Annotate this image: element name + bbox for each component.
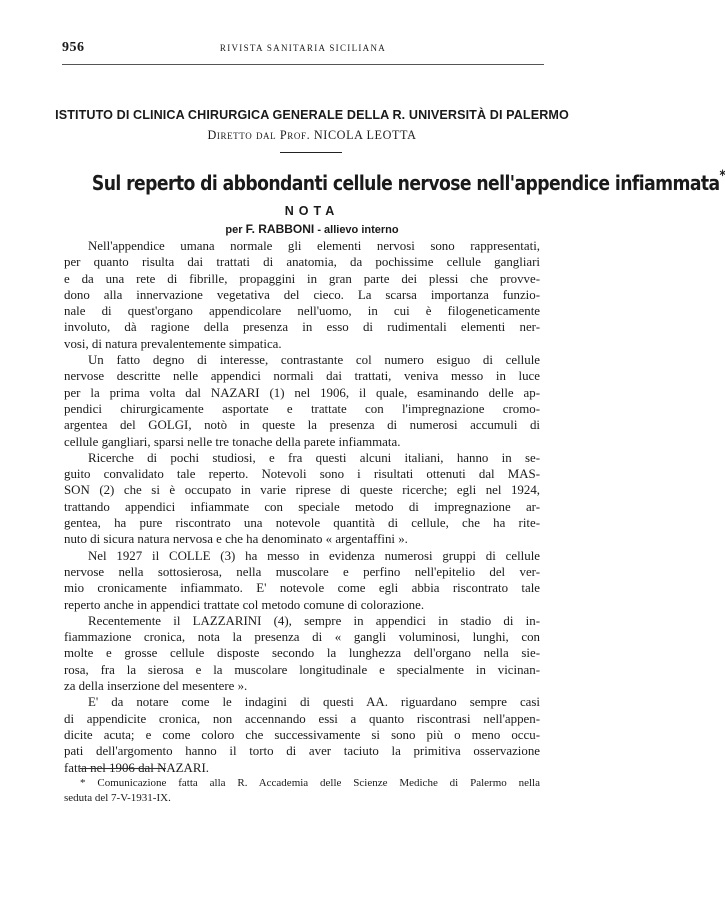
- footnote: [64, 776, 540, 805]
- body-line: E' da notare come le indagini di questi AA. riguardano sempre casi: [88, 695, 540, 710]
- body-line: Un fatto degno di interesse, contrastante col numero esiguo di cellule: [88, 353, 540, 368]
- body-line: vosi, di natura prevalentemente simpatica.: [64, 336, 282, 351]
- body-line: Nel 1927 il COLLE (3) ha messo in evidenza numerosi gruppi di cellule: [88, 548, 540, 563]
- body-line: cellule gangliari, sparsi nelle tre tonache della parete infiammata.: [64, 434, 401, 449]
- director-line: Diretto dal Prof. NICOLA LEOTTA: [207, 128, 417, 142]
- footnote-marker: *: [719, 168, 725, 184]
- body-line: pati dell'argomento hanno il torto di aver taciuto la primitiva osservazione: [64, 744, 540, 759]
- body-line: SON (2) che si è occupato in varie riprese di queste ricerche; egli nel 1924,: [64, 483, 540, 498]
- body-line: gentea, ha pure riscontrato una notevole quantità di cellule, che ha rite-: [64, 516, 540, 531]
- body-line: trattando appendici infiammate con speciale metodo di impregnazione ar-: [64, 499, 540, 514]
- journal-title: RIVISTA SANITARIA SICILIANA: [219, 43, 387, 53]
- body-line: nuto di sicura natura nervosa e che ha denominato « argentaffini ».: [64, 532, 408, 547]
- body-line: involuto, dà ragione della presenza in esso di rudimentali elementi ner-: [64, 320, 540, 335]
- body-line: Recentemente il LAZZARINI (4), sempre in appendici in stadio di in-: [88, 613, 540, 628]
- author-line: [0, 222, 624, 236]
- body-line: dono alla innervazione vegetativa del cieco. La scarsa importanza funzio-: [64, 287, 540, 302]
- institute-heading: ISTITUTO DI CLINICA CHIRURGICA GENERALE DELLA R. UNIVERSITÀ DI PALERMO: [55, 108, 569, 122]
- section-divider: [280, 152, 342, 153]
- footnote-rule: [80, 768, 166, 769]
- body-line: nale di quest'organo appendicolare nell'uomo, in cui è filogeneticamente: [64, 304, 540, 319]
- article-body: [64, 238, 540, 776]
- body-line: nervose nella sottosierosa, nella muscolare e perfino nell'epitelio del ver-: [64, 564, 540, 579]
- body-line: pendici chirurgicamente asportate e trattate con l'impregnazione cromo-: [64, 401, 540, 416]
- body-line: guito convalidato tale reperto. Notevoli sono i risultati ottenuti dal MAS-: [64, 467, 540, 482]
- body-line: fiammazione cronica, nota la presenza di « gangli voluminosi, lunghi, con: [64, 630, 540, 645]
- body-line: za della inserzione del mesentere ».: [64, 679, 248, 694]
- page-number: 956: [62, 40, 85, 55]
- body-line: reperto anche in appendici trattate col metodo comune di colorazione.: [64, 597, 425, 612]
- body-line: Ricerche di pochi studiosi, e fra questi alcuni italiani, hanno in se-: [88, 450, 540, 465]
- body-line: dicite acuta; e come coloro che successivamente si sono più o meno occu-: [64, 727, 540, 742]
- author-prefix: per: [225, 224, 243, 236]
- body-line: nervose descritte nelle appendici normali dai trattati, veniva messo in luce: [64, 369, 540, 384]
- article-title: [91, 168, 725, 195]
- header-rule: [62, 64, 544, 65]
- body-line: mio cronicamente infiammato. E' notevole come egli abbia riscontrato tale: [64, 581, 540, 596]
- author-name: F. RABBONI: [245, 222, 315, 236]
- body-line: argentea del GOLGI, notò in queste la presenza di numerosi accumuli di: [64, 418, 540, 433]
- body-line: molte e grosse cellule disposte secondo la lunghezza dell'organo nella sie-: [64, 646, 540, 661]
- body-line: per la prima volta dal NAZARI (1) nel 1906, il quale, esaminando delle ap-: [64, 385, 540, 400]
- body-line: per quanto risulta dai trattati di anatomia, da pochissime cellule gangliari: [64, 255, 540, 270]
- body-line: fatta nel 1906 dal NAZARI.: [64, 760, 209, 775]
- author-role: - allievo interno: [317, 224, 399, 236]
- running-header: [62, 40, 544, 56]
- footnote-line: * Comunicazione fatta alla R. Accademia delle Scienze Mediche di Palermo nella: [80, 777, 540, 789]
- body-line: Nell'appendice umana normale gli elementi nervosi sono rappresentati,: [88, 239, 540, 253]
- footnote-line: seduta del 7-V-1931-IX.: [64, 791, 171, 804]
- body-line: e da una rete di fibrille, propaggini in gran parte dei plessi che provve-: [64, 271, 540, 286]
- nota-heading: NOTA: [284, 204, 340, 218]
- body-line: di appendicite cronica, non accennando essi a quanto riscontrasi nell'appen-: [64, 711, 540, 726]
- article-title-text: Sul reperto di abbondanti cellule nervose nell'appendice infiammata: [91, 170, 720, 195]
- body-line: rosa, fra la sierosa e la muscolare longitudinale e specialmente in vicinan-: [64, 662, 540, 677]
